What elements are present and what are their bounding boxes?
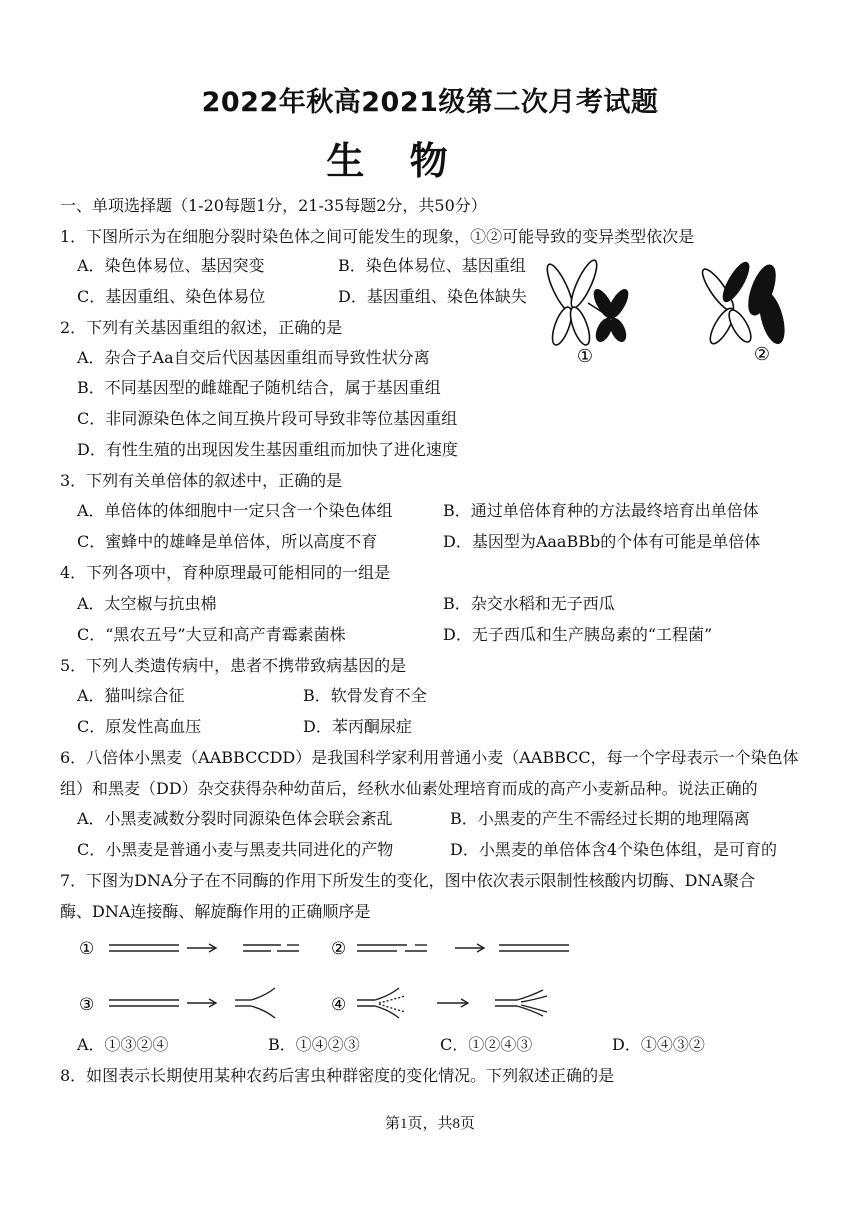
q5-stem: 5．下列人类遗传病中，患者不携带致病基因的是 [60,656,407,675]
q3-stem: 3．下列有关单倍体的叙述中，正确的是 [60,471,343,490]
q5-option-b: B．软骨发育不全 [303,686,427,705]
q7-stem-line1: 7．下图为DNA分子在不同酶的作用下所发生的变化，图中依次表示限制性核酸内切酶、DNA聚合 [60,871,755,890]
q2-option-b: B．不同基因型的雌雄配子随机结合，属于基因重组 [77,378,441,397]
q1-stem: 1．下图所示为在细胞分裂时染色体之间可能发生的现象，①②可能导致的变异类型依次是 [60,227,695,246]
q1-chromosome-figure [540,258,800,368]
q6-stem-line2: 组）和黑麦（DD）杂交获得杂种幼苗后，经秋水仙素处理培育而成的高产小麦新品种。说法正确的 [60,779,758,798]
q6-option-b: B．小黑麦的产生不需经过长期的地理隔离 [450,809,750,828]
q6-option-a: A．小黑麦减数分裂时同源染色体会联会紊乱 [77,809,393,828]
q8-stem: 8．如图表示长期使用某种农药后害虫种群密度的变化情况。下列叙述正确的是 [60,1066,615,1085]
q3-option-c: C．蜜蜂中的雄峰是单倍体，所以高度不育 [77,532,378,551]
q6-option-d: D．小黑麦的单倍体含4个染色体组，是可育的 [450,840,778,859]
q5-option-c: C．原发性高血压 [77,717,202,736]
q4-option-d: D．无子西瓜和生产胰岛素的“工程菌” [443,625,713,644]
q1-option-a: A．染色体易位、基因突变 [77,256,265,275]
q6-stem-line1: 6．八倍体小黑麦（AABBCCDD）是我国科学家利用普通小麦（AABBCC，每一个字母表示一个染色体 [60,748,799,767]
q4-option-b: B．杂交水稻和无子西瓜 [443,594,615,613]
q7-stem-line2: 酶、DNA连接酶、解旋酶作用的正确顺序是 [60,902,371,921]
q3-option-d: D．基因型为AaaBBb的个体有可能是单倍体 [443,532,761,551]
q1-fig-label-2: ② [753,344,771,365]
q5-option-d: D．苯丙酮尿症 [303,717,412,736]
q7-fig-label-4: ④ [331,995,347,1015]
q1-option-c: C．基因重组、染色体易位 [77,287,266,306]
q7-fig-label-2: ② [331,939,347,959]
q4-option-a: A．太空椒与抗虫棉 [77,594,217,613]
q2-option-d: D．有性生殖的出现因发生基因重组而加快了进化速度 [77,440,458,459]
page-title: 2022年秋高2021级第二次月考试题 [201,87,659,118]
q1-option-b: B．染色体易位、基因重组 [338,256,526,275]
q7-fig-label-1: ① [79,939,95,959]
q5-option-a: A．猫叫综合征 [77,686,185,705]
q2-option-a: A．杂合子Aa自交后代因基因重组而导致性状分离 [77,348,430,367]
q3-option-b: B．通过单倍体育种的方法最终培育出单倍体 [443,501,759,520]
q7-option-a: A．①③②④ [77,1035,169,1054]
q7-option-b: B．①④②③ [268,1035,360,1054]
q6-option-c: C．小黑麦是普通小麦与黑麦共同进化的产物 [77,840,394,859]
q4-stem: 4．下列各项中，育种原理最可能相同的一组是 [60,563,391,582]
q7-option-c: C．①②④③ [440,1035,533,1054]
subject-title: 生 物 [326,139,464,183]
section-heading: 一、单项选择题（1-20每题1分，21-35每题2分，共50分） [60,196,487,215]
q2-option-c: C．非同源染色体之间互换片段可导致非等位基因重组 [77,409,458,428]
q4-option-c: C．“黑农五号”大豆和高产青霉素菌株 [77,625,346,644]
chromosome-pair-1 [543,258,632,347]
q1-fig-label-1: ① [576,346,594,367]
chromosome-pair-2 [698,259,788,346]
page-footer: 第1页，共8页 [384,1116,475,1132]
q7-option-d: D．①④③② [612,1035,705,1054]
q2-stem: 2．下列有关基因重组的叙述，正确的是 [60,318,343,337]
q1-option-d: D．基因重组、染色体缺失 [338,287,527,306]
q7-dna-figure [75,930,585,1022]
q3-option-a: A．单倍体的体细胞中一定只含一个染色体组 [77,501,393,520]
q7-fig-label-3: ③ [79,995,95,1015]
